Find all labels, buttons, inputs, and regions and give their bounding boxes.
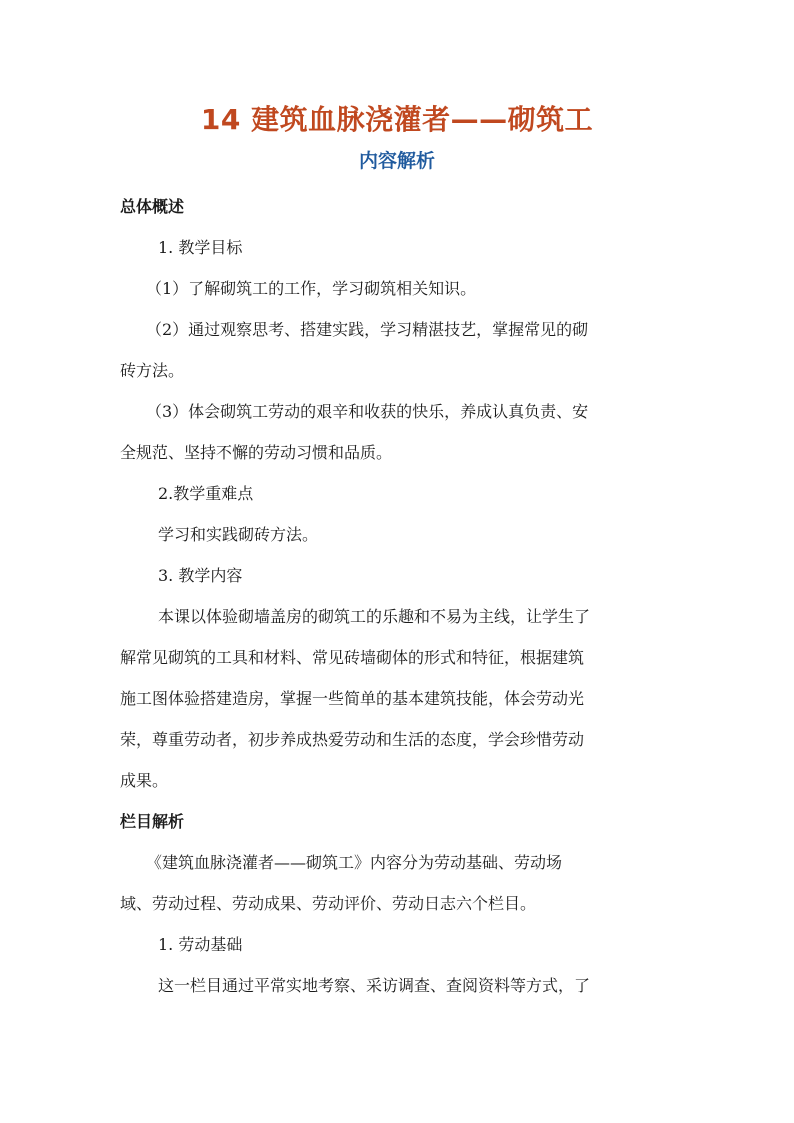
paragraph-line: 1. 劳动基础 [158, 935, 243, 954]
paragraph-line: 学习和实践砌砖方法。 [158, 525, 319, 544]
paragraph-line: 《建筑血脉浇灌者——砌筑工》内容分为劳动基础、劳动场 [146, 853, 563, 872]
paragraph-line: 成果。 [120, 771, 169, 790]
paragraph-line: 3. 教学内容 [158, 566, 243, 585]
document-subtitle: 内容解析 [358, 150, 435, 172]
paragraph-line: （2）通过观察思考、搭建实践，学习精湛技艺，掌握常见的砌 [146, 320, 589, 339]
section-heading-columns: 栏目解析 [120, 812, 185, 831]
section-heading-overview: 总体概述 [120, 197, 185, 216]
paragraph-line: 施工图体验搭建造房，掌握一些简单的基本建筑技能，体会劳动光 [120, 689, 585, 708]
document-title: 14 建筑血脉浇灌者——砌筑工 [200, 103, 594, 136]
paragraph-line: 本课以体验砌墙盖房的砌筑工的乐趣和不易为主线，让学生了 [158, 607, 591, 626]
paragraph-line: 2.教学重难点 [158, 484, 254, 503]
paragraph-line: （3）体会砌筑工劳动的艰辛和收获的快乐，养成认真负责、安 [146, 402, 589, 421]
paragraph-line: （1）了解砌筑工的工作，学习砌筑相关知识。 [146, 279, 477, 298]
paragraph-line: 全规范、坚持不懈的劳动习惯和品质。 [120, 443, 393, 462]
paragraph-line: 解常见砌筑的工具和材料、常见砖墙砌体的形式和特征，根据建筑 [120, 648, 585, 667]
paragraph-line: 砖方法。 [120, 361, 185, 380]
paragraph-line: 域、劳动过程、劳动成果、劳动评价、劳动日志六个栏目。 [120, 894, 537, 913]
paragraph-line: 1. 教学目标 [158, 238, 243, 257]
paragraph-line: 荣，尊重劳动者，初步养成热爱劳动和生活的态度，学会珍惜劳动 [120, 730, 585, 749]
document-body [120, 186, 678, 1006]
paragraph-line: 这一栏目通过平常实地考察、采访调查、查阅资料等方式，了 [158, 976, 591, 995]
